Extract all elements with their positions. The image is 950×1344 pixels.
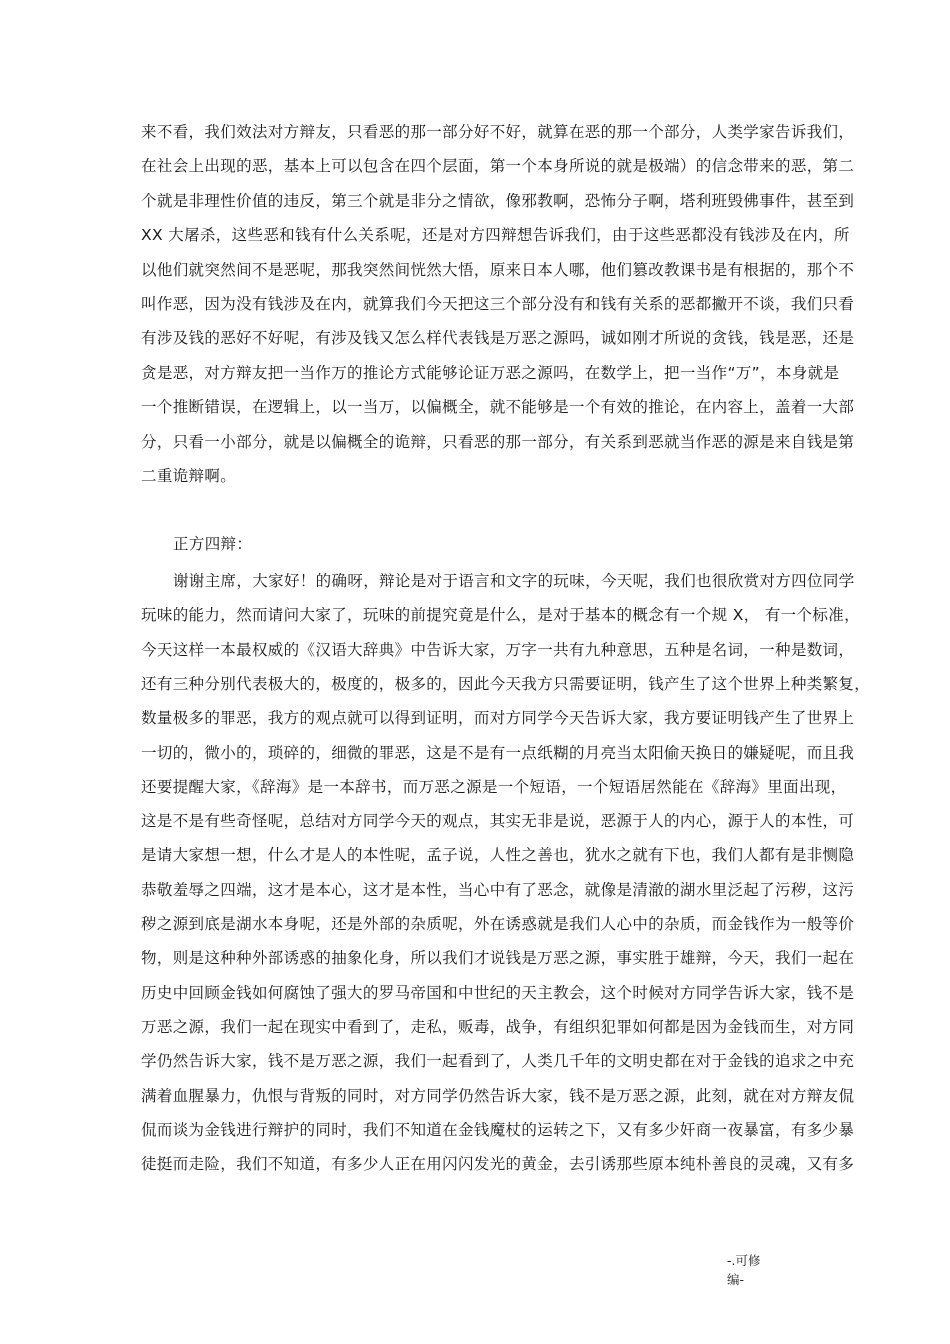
text-line: 一切的，微小的，琐碎的，细微的罪恶，这是不是有一点纸糊的月亮当太阳偷天换日的嫌疑呢，而且我 — [141, 743, 855, 762]
text-line: 万恶之源，我们一起在现实中看到了，走私，贩毒，战争，有组织犯罪如何都是因为金钱而生，对方同 — [141, 1017, 855, 1036]
text-line: 贪是恶，对方辩友把一当作万的推论方式能够论证万恶之源吗，在数学上，把一当作“万”，本身就是 — [141, 363, 840, 382]
text-line: 物，则是这种种外部诱惑的抽象化身，所以我们才说钱是万恶之源，事实胜于雄辩，今天，我们一起在 — [141, 949, 855, 968]
text-line: 侃而谈为金钱进行辩护的同时，我们不知道在金钱魔杖的运转之下，又有多少奸商一夜暴富，有多少暴 — [141, 1120, 855, 1139]
text-line: 一个推断错误，在逻辑上，以一当万，以偏概全，就不能够是一个有效的推论，在内容上，盖着一大部 — [141, 398, 855, 417]
text-line: 这是不是有些奇怪呢，总结对方同学今天的观点，其实无非是说，恶源于人的内心，源于人的本性，可 — [141, 812, 855, 831]
text-line: 满着血腥暴力，仇恨与背叛的同时，对方同学仍然告诉大家，钱不是万恶之源，此刻，就在对方辩友侃 — [141, 1086, 855, 1105]
text-line: 谢谢主席，大家好！的确呀，辩论是对于语言和文字的玩味，今天呢，我们也很欣赏对方四位同学 — [173, 572, 855, 590]
text-line: 历史中回顾金钱如何腐蚀了强大的罗马帝国和中世纪的天主教会，这个时候对方同学告诉大家，钱不是 — [141, 983, 855, 1002]
text-line: 数量极多的罪恶，我方的观点就可以得到证明，而对方同学今天告诉大家，我方要证明钱产生了世界上 — [141, 709, 855, 728]
text-line: 玩味的能力，然而请问大家了，玩味的前提究竟是什么，是对于基本的概念有一个规 X， 有一个标准， — [141, 606, 860, 625]
text-line: 在社会上出现的恶，基本上可以包含在四个层面，第一个本身所说的就是极端）的信念带来的恶，第二 — [141, 157, 855, 176]
text-line: 还要提醒大家，《辞海》是一本辞书，而万恶之源是一个短语，一个短语居然能在《辞海》里面出现， — [141, 777, 847, 796]
text-line: 叫作恶，因为没有钱涉及在内，就算我们今天把这三个部分没有和钱有关系的恶都撇开不谈，我们只看 — [141, 295, 855, 313]
section-heading: 正方四辩： — [173, 535, 253, 553]
footer-note-line-1: -.可修 — [727, 1253, 761, 1268]
text-line: 个就是非理性价值的违反，第三个就是非分之情欲，像邪教啊，恐怖分子啊，塔利班毁佛事件，甚至到 — [141, 191, 855, 210]
text-line: 分，只看一小部分，就是以偏概全的诡辩，只看恶的那一部分，有关系到恶就当作恶的源是来自钱是第 — [141, 432, 855, 451]
footer-note-line-2: 编- — [727, 1272, 745, 1287]
text-line: 恭敬羞辱之四端，这才是本心，这才是本性，当心中有了恶念，就像是清澈的湖水里泛起了污秽，这污 — [141, 880, 855, 899]
text-line: 徒挺而走险，我们不知道，有多少人正在用闪闪发光的黄金，去引诱那些原本纯朴善良的灵魂，又有多 — [141, 1155, 855, 1174]
text-line: 来不看，我们效法对方辩友，只看恶的那一部分好不好，就算在恶的那一个部分，人类学家告诉我们， — [141, 123, 855, 141]
text-line: 学仍然告诉大家，钱不是万恶之源，我们一起看到了，人类几千年的文明史都在对于金钱的追求之中充 — [141, 1052, 855, 1071]
text-line: 秽之源到底是湖水本身呢，还是外部的杂质呢，外在诱惑就是我们人心中的杂质，而金钱作为一般等价 — [141, 915, 855, 933]
text-line: 以他们就突然间不是恶呢，那我突然间恍然大悟，原来日本人哪，他们篡改教课书是有根据的，那个不 — [141, 260, 855, 279]
text-line: 有涉及钱的恶好不好呢，有涉及钱又怎么样代表钱是万恶之源吗，诚如刚才所说的贪钱，钱是恶，还是 — [141, 329, 855, 348]
text-line: 今天这样一本最权威的《汉语大辞典》中告诉大家，万字一共有九种意思，五种是名词，一种是数词， — [141, 640, 855, 659]
text-line: 是请大家想一想，什么才是人的本性呢，孟子说，人性之善也，犹水之就有下也，我们人都有是非恻隐 — [141, 846, 855, 865]
text-line: XX 大屠杀，这些恶和钱有什么关系呢，还是对方四辩想告诉我们，由于这些恶都没有钱涉及在内，所 — [141, 226, 850, 245]
text-line: 还有三种分别代表极大的，极度的，极多的，因此今天我方只需要证明，钱产生了这个世界上种类繁复， — [141, 674, 871, 693]
text-line: 二重诡辩啊。 — [141, 467, 237, 485]
